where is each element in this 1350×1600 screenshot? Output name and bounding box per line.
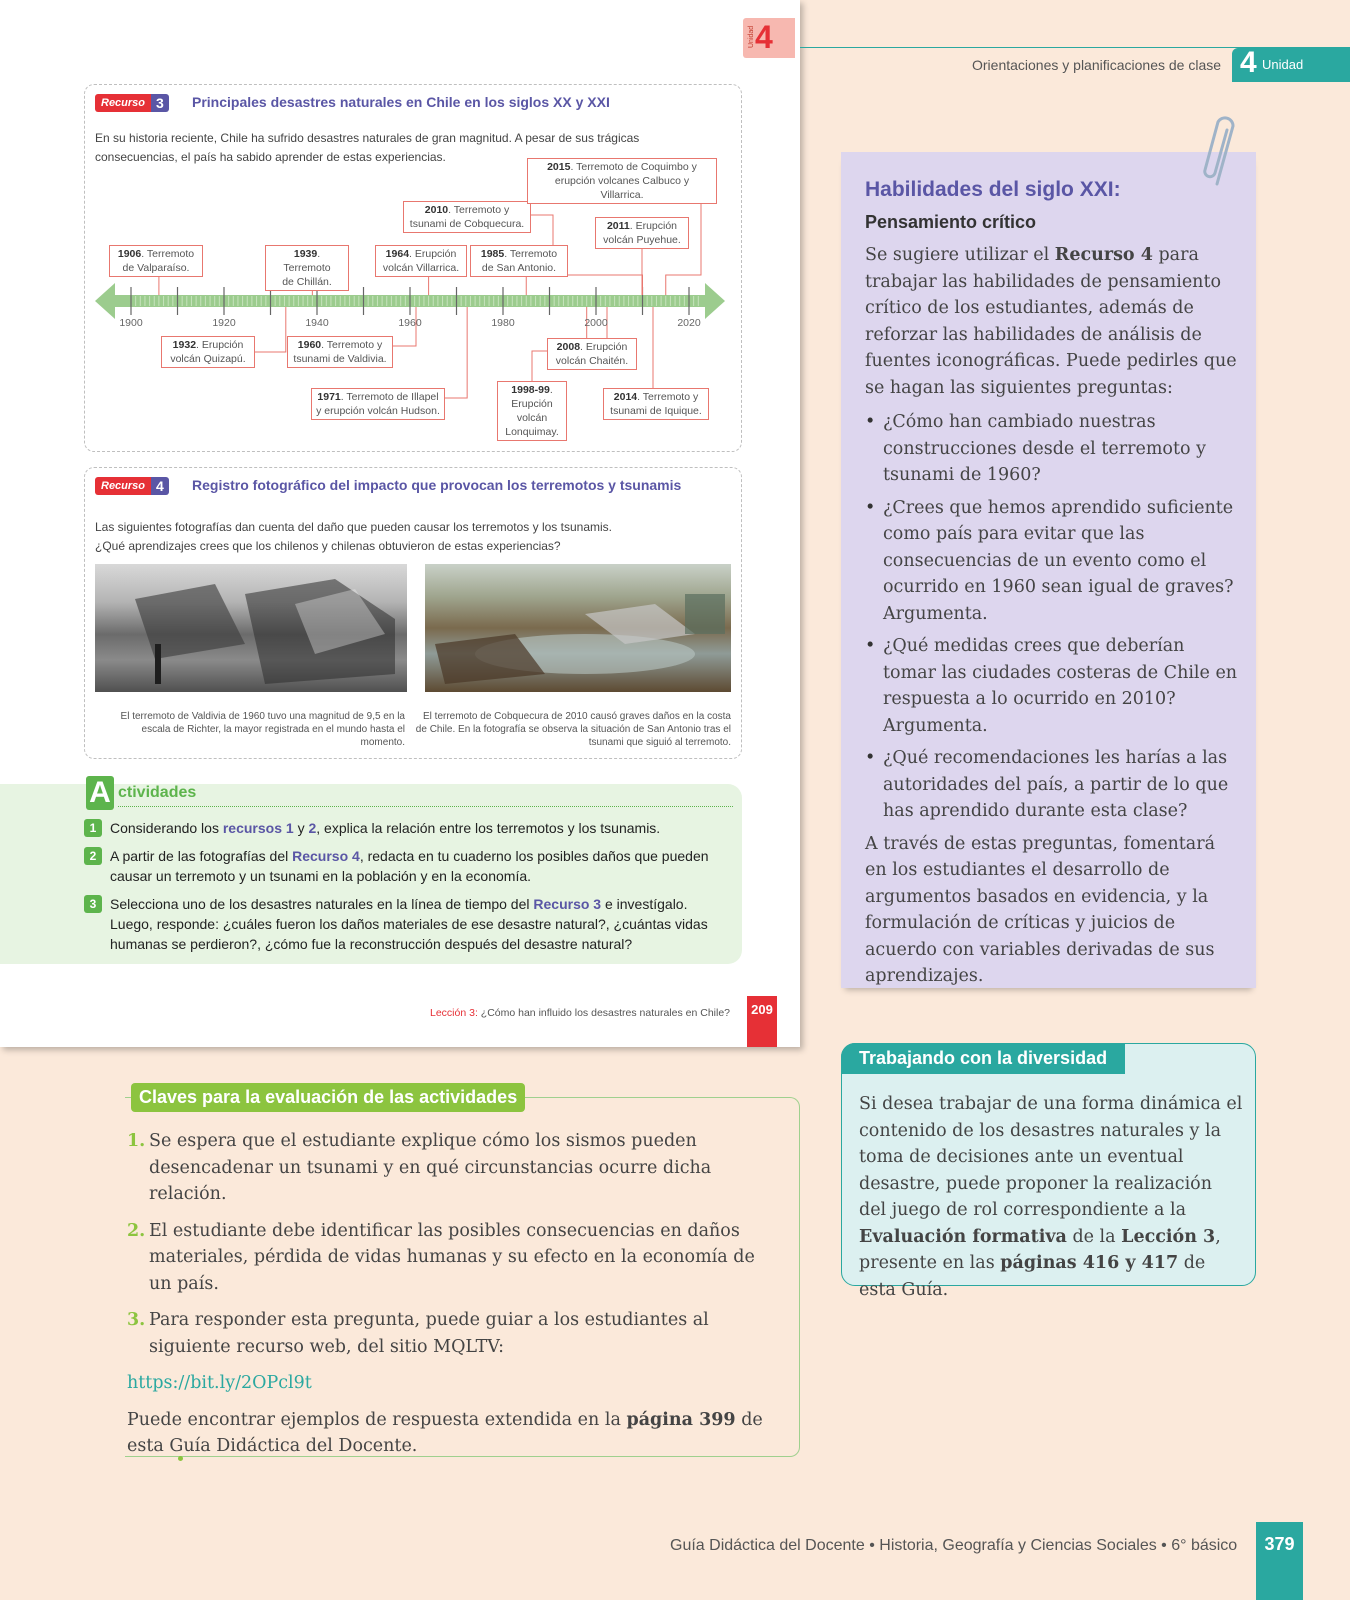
diversidad-title: Trabajando con la diversidad <box>841 1043 1125 1074</box>
unit-badge-label: Unidad <box>1262 57 1304 72</box>
actividad-item <box>84 818 730 838</box>
question-item: • ¿Qué medidas crees que deberían tomar las ciudades costeras de Chile en respuesta a lo ocurrido en 2010? Argumenta. <box>865 633 1240 739</box>
intro-line: En su historia reciente, Chile ha sufrido desastres naturales de gran magnitud. A pesar de sus trágicas <box>95 131 640 145</box>
recurso-badge-number: 3 <box>151 94 169 112</box>
unit-badge <box>1232 48 1350 82</box>
question-item: • ¿Crees que hemos aprendido suficiente como país para evitar que las consecuencias de un evento como el ocurrido en 1960 sean igual de graves? Argumenta. <box>865 495 1240 628</box>
mqltv-link[interactable]: https://bit.ly/2OPcl9t <box>127 1373 312 1393</box>
timeline-event: 2014. Terremoto y tsunami de Iquique. <box>603 388 709 420</box>
actividad-text: A partir de las fotografías del Recurso 4, redacta en tu cuaderno los posibles daños que pueden causar un terremoto y un tsunami en la población y en la economía. <box>110 848 709 884</box>
actividad-number: 3 <box>84 895 102 913</box>
timeline-event: 1985. Terremoto de San Antonio. <box>470 245 568 277</box>
page-number-379: 379 <box>1256 1522 1303 1600</box>
recurso-3-box <box>84 84 742 452</box>
claves-body <box>127 1128 782 1460</box>
timeline-axis-label: 1960 <box>398 317 422 329</box>
actividades-section <box>0 776 742 964</box>
timeline-axis-label: 2020 <box>677 317 701 329</box>
recurso-3-title: Principales desastres naturales en Chile en los siglos XX y XXI <box>192 94 610 110</box>
timeline-event: 1906. Terremoto de Valparaíso. <box>109 245 203 277</box>
timeline-event: 1971. Terremoto de Illapel y erupción volcán Hudson. <box>311 388 445 420</box>
unit-tab-number: 4 <box>755 19 773 55</box>
recurso-4-title: Registro fotográfico del impacto que provocan los terremotos y tsunamis <box>192 477 682 493</box>
timeline-event: 2015. Terremoto de Coquimbo y erupción volcanes Calbuco y Villarrica. <box>527 158 717 204</box>
diversidad-body: Si desea trabajar de una forma dinámica el contenido de los desastres naturales y la toma de decisiones ante un eventual desastre, puede proponer la realización del juego de rol correspondiente a la Evaluación formativa de la Lección 3, presente en las páginas 416 y 417 de esta Guía. <box>859 1094 1243 1300</box>
claves-closing: Puede encontrar ejemplos de respuesta extendida en la página 399 de esta Guía Didáctica del Docente. <box>127 1409 763 1456</box>
timeline-event: 1998-99. Erupción volcán Lonquimay. <box>497 381 567 441</box>
recurso-4-intro <box>95 518 612 556</box>
student-page <box>0 0 800 1047</box>
timeline-event: 2008. Erupción volcán Chaitén. <box>547 338 637 370</box>
timeline-axis-label: 1940 <box>305 317 329 329</box>
recurso-badge-number: 4 <box>151 477 169 495</box>
actividad-number: 2 <box>84 847 102 865</box>
photo-caption-cobquecura: El terremoto de Cobquecura de 2010 causó graves daños en la costa de Chile. En la fotografía se observa la situación de San Antonio tras el tsunami que siguió al terremoto. <box>415 711 731 748</box>
habilidades-intro: Se sugiere utilizar el Recurso 4 para trabajar las habilidades de pensamiento crítico de los estudiantes, además de reforzar las habilidades de análisis de fuentes iconográficas. Puede pedirles que se hagan las siguientes preguntas: <box>865 245 1237 398</box>
timeline-event: 1932. Erupción volcán Quizapú. <box>161 336 255 368</box>
timeline-event: 2010. Terremoto y tsunami de Cobquecura. <box>403 201 531 233</box>
claves-title: Claves para la evaluación de las actividades <box>131 1083 525 1112</box>
unit-tab <box>743 18 795 58</box>
question-item: • ¿Qué recomendaciones les harías a las autoridades del país, a partir de lo que has aprendido durante esta clase? <box>865 745 1240 825</box>
habilidades-body <box>865 242 1240 998</box>
photo-cobquecura-tsunami <box>425 564 731 692</box>
habilidades-title: Habilidades del siglo XXI: <box>865 178 1121 201</box>
header-text: Orientaciones y planificaciones de clase <box>972 57 1222 73</box>
timeline-axis-label: 1920 <box>212 317 236 329</box>
habilidades-subtitle: Pensamiento crítico <box>865 212 1037 232</box>
actividad-item <box>84 894 730 954</box>
diversidad-box <box>841 1043 1256 1300</box>
habilidades-closing: A través de estas preguntas, fomentará en los estudiantes el desarrollo de argumentos basados en evidencia, y la formulación de críticas y juicios de acuerdo con variables derivadas de sus aprendizajes. <box>865 833 1216 986</box>
recurso-badge-label: Recurso <box>95 94 151 112</box>
actividades-divider <box>118 806 733 807</box>
footer-text: Guía Didáctica del Docente • Historia, Geografía y Ciencias Sociales • 6° básico <box>670 1537 1238 1554</box>
recurso-4-box <box>84 467 742 759</box>
timeline-event: 1939. Terremoto de Chillán. <box>265 245 349 291</box>
timeline-event: 1960. Terremoto y tsunami de Valdivia. <box>287 336 393 368</box>
timeline-event: 1964. Erupción volcán Villarrica. <box>375 245 467 277</box>
clave-item: 2. El estudiante debe identificar las posibles consecuencias en daños materiales, pérdida de vidas humanas y su efecto en la economía de un país. <box>127 1220 755 1294</box>
timeline-event: 2011. Erupción volcán Puyehue. <box>595 217 689 249</box>
actividades-title: ctividades <box>118 784 197 801</box>
photo-valdivia-earthquake <box>95 564 407 692</box>
clave-item: 1. Se espera que el estudiante explique cómo los sismos pueden desencadenar un tsunami y en qué circunstancias ocurre dicha relación. <box>127 1131 712 1204</box>
actividades-initial: A <box>86 776 114 810</box>
claves-box <box>125 1087 800 1457</box>
timeline-axis-label: 2000 <box>584 317 608 329</box>
unit-badge-number: 4 <box>1240 46 1257 79</box>
claves-dot <box>178 1456 183 1461</box>
unit-tab-label: Unidad <box>748 25 755 48</box>
actividad-item <box>84 846 730 886</box>
recurso-badge-label: Recurso <box>95 477 151 495</box>
paperclip-icon <box>1203 114 1243 186</box>
lesson-footer: Lección 3: ¿Cómo han influido los desastres naturales en Chile? <box>430 1007 731 1019</box>
timeline-connector <box>445 307 467 398</box>
timeline-axis-label: 1980 <box>491 317 515 329</box>
habilidades-box <box>841 152 1256 988</box>
actividad-text: Selecciona uno de los desastres naturales en la línea de tiempo del Recurso 3 e investígalo. Luego, responde: ¿cuáles fueron los daños materiales de ese desastre natural?, ¿cuántas vidas humanas se perdieron?, ¿cómo fue la reconstrucción después del desastre natural? <box>110 896 708 952</box>
photo-caption-valdivia: El terremoto de Valdivia de 1960 tuvo una magnitud de 9,5 en la escala de Richter, la mayor registrada en el mundo hasta el momento. <box>120 711 405 748</box>
recurso-4-badge <box>95 476 169 496</box>
question-item: • ¿Cómo han cambiado nuestras construcciones desde el terremoto y tsunami de 1960? <box>865 409 1240 489</box>
clave-item: 3. Para responder esta pregunta, puede guiar a los estudiantes al siguiente recurso web, del sitio MQLTV: <box>127 1310 709 1357</box>
intro-line: Las siguientes fotografías dan cuenta del daño que pueden causar los terremotos y los tsunamis. <box>95 520 612 534</box>
intro-line: ¿Qué aprendizajes crees que los chilenos y chilenas obtuvieron de estas experiencias? <box>95 539 561 553</box>
habilidades-questions <box>865 409 1240 825</box>
page-number-209: 209 <box>747 996 777 1047</box>
intro-line: consecuencias, el país ha sabido aprender de estas experiencias. <box>95 150 446 164</box>
timeline-axis-label: 1900 <box>119 317 143 329</box>
actividad-number: 1 <box>84 819 102 837</box>
actividad-text: Considerando los recursos 1 y 2, explica la relación entre los terremotos y los tsunamis. <box>110 820 661 836</box>
